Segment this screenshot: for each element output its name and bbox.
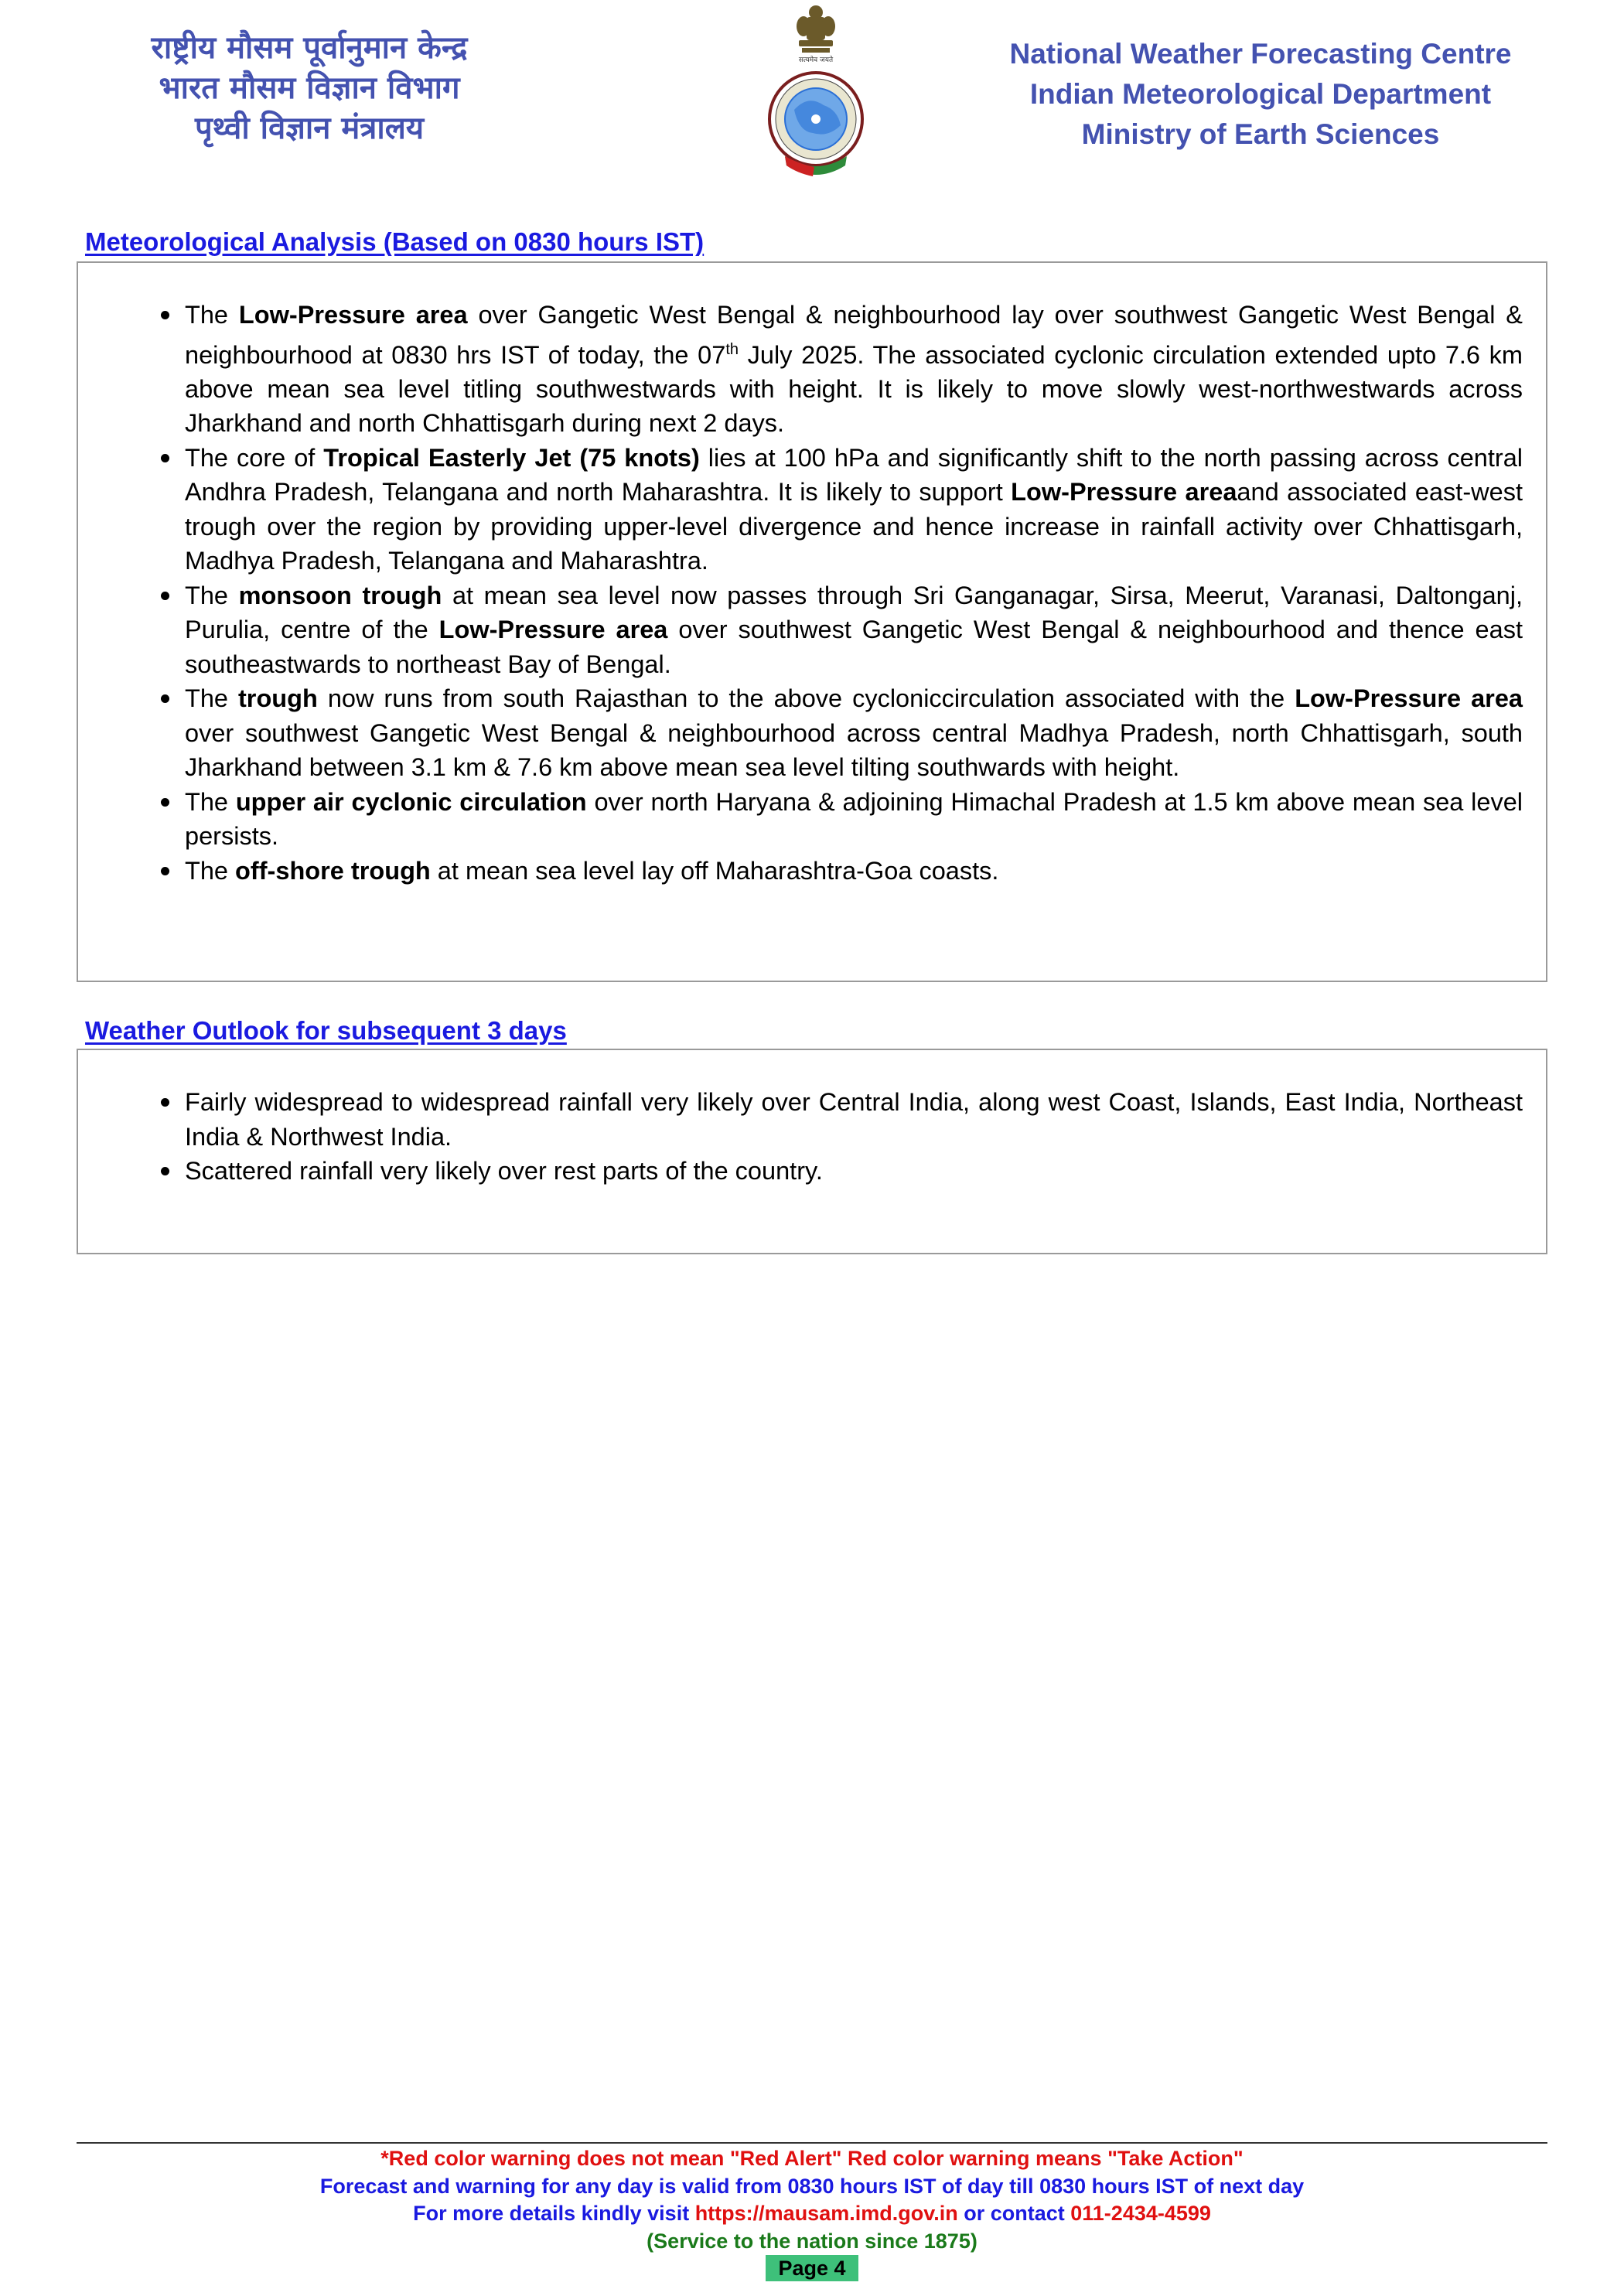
analysis-box — [77, 261, 1547, 982]
red-warning-note: *Red color warning does not mean "Red Alert" Red color warning means "Take Action" — [380, 2147, 1244, 2170]
bullet-bold-term: Low-Pressure area — [1295, 684, 1523, 713]
bullet-text: The — [185, 301, 239, 329]
bullet-text: over southwest Gangetic West Bengal & neighbourhood across central Madhya Pradesh, north Chhattisgarh, south Jharkhand between 3.1 km & 7.6 km above mean sea level tilting southwards with height. — [185, 718, 1523, 782]
bullet-bold-term: upper air cyclonic circulation — [235, 787, 587, 816]
bullet-text: over north Haryana & adjoining Himachal Pradesh at 1.5 km above mean sea level persists. — [185, 787, 1523, 851]
analysis-bullet-item — [185, 785, 1546, 854]
bullet-text: over southwest Gangetic West Bengal & neighbourhood and thence east southeastwards to northeast Bay of Bengal. — [185, 616, 1523, 678]
bullet-bold-term: monsoon trough — [238, 581, 442, 609]
footer-divider — [77, 2142, 1547, 2144]
page-header — [0, 0, 1624, 193]
bullet-text: and associated east-west trough over the region by providing upper-level divergence and hence increase in rainfall activity over Chhattisgarh, Madhya Pradesh, Telangana and Maharashtra. — [185, 478, 1523, 575]
page-number-badge: Page 4 — [766, 2255, 858, 2281]
imd-emblem-icon — [754, 2, 878, 187]
contact-line — [77, 2200, 1547, 2228]
contact-mid: or contact — [957, 2202, 1071, 2225]
validity-note: Forecast and warning for any day is valid from 0830 hours IST of day till 0830 hours IST of next day — [319, 2174, 1305, 2198]
english-line-3: Ministry of Earth Sciences — [1081, 118, 1440, 150]
bullet-text: at mean sea level now passes through Sri Ganganagar, Sirsa, Meerut, Varanasi, Daltonganj, Purulia, centre of the — [185, 581, 1523, 644]
bullet-text: July 2025. The associated cyclonic circulation extended upto 7.6 km above mean sea level titling southwestwards with height. It is likely to move slowly west-northwestwards across Jharkhand and north Chhattisgarh during next 2 days. — [185, 340, 1523, 438]
english-org-name — [982, 34, 1539, 155]
bullet-text: at mean sea level lay off Maharashtra-Goa coasts. — [430, 856, 999, 885]
bullet-text: Scattered rainfall very likely over rest parts of the country. — [185, 1157, 823, 1185]
english-line-1: National Weather Forecasting Centre — [1009, 38, 1512, 70]
bullet-text: The — [185, 581, 239, 609]
bullet-text: The core of — [185, 443, 324, 472]
analysis-bullet-item — [185, 441, 1546, 578]
bullet-superscript: th — [725, 340, 739, 358]
bullet-text: The — [185, 684, 238, 713]
bullet-text: over Gangetic West Bengal & neighbourhood lay over southwest Gangetic West Bengal & neighbourhood at 0830 hrs IST of today, the 07 — [185, 301, 1523, 369]
english-line-2: Indian Meteorological Department — [1029, 78, 1492, 110]
bullet-bold-term: Low-Pressure area — [438, 616, 668, 644]
bullet-bold-term: off-shore trough — [235, 856, 431, 885]
bullet-text: lies at 100 hPa and significantly shift to the north passing across central Andhra Pradesh, Telangana and north Maharashtra. It is likely to support — [185, 443, 1523, 507]
bullet-bold-term: Tropical Easterly Jet (75 knots) — [323, 443, 700, 472]
bullet-bold-term: trough — [237, 684, 318, 713]
hindi-line-1: राष्ट्रीय मौसम पूर्वानुमान केन्द्र — [151, 30, 468, 66]
analysis-bullet-item — [185, 298, 1546, 441]
analysis-bullet-item — [185, 854, 1546, 889]
svg-text:सत्यमेव जयते: सत्यमेव जयते — [798, 56, 834, 64]
bullet-bold-term: Low-Pressure area — [1011, 478, 1237, 507]
analysis-title: Meteorological Analysis (Based on 0830 hours IST) — [85, 227, 705, 256]
analysis-bullet-item — [185, 681, 1546, 785]
hindi-org-name — [108, 28, 510, 148]
outlook-bullet-item — [185, 1154, 1546, 1189]
outlook-bullet-list — [78, 1085, 1546, 1189]
service-note: (Service to the nation since 1875) — [647, 2229, 977, 2253]
contact-prefix: For more details kindly visit — [413, 2202, 695, 2225]
page-footer — [77, 2145, 1547, 2283]
bullet-text: The — [185, 856, 236, 885]
outlook-bullet-item — [185, 1085, 1546, 1154]
phone-number: 011-2434-4599 — [1070, 2202, 1211, 2225]
outlook-box — [77, 1049, 1547, 1254]
bullet-text: The — [185, 787, 236, 816]
bullet-text: Fairly widespread to widespread rainfall very likely over Central India, along west Coast, Islands, East India, Northeast India & Northwest India. — [185, 1088, 1523, 1151]
outlook-title: Weather Outlook for subsequent 3 days — [85, 1016, 567, 1045]
bullet-bold-term: Low-Pressure area — [238, 301, 468, 329]
website-link[interactable]: https://mausam.imd.gov.in — [694, 2202, 958, 2225]
analysis-bullet-list — [78, 298, 1546, 888]
bullet-text: now runs from south Rajasthan to the above cycloniccirculation associated with the — [317, 684, 1295, 713]
hindi-line-3: पृथ्वी विज्ञान मंत्रालय — [194, 111, 425, 146]
analysis-bullet-item — [185, 578, 1546, 682]
hindi-line-2: भारत मौसम विज्ञान विभाग — [159, 70, 460, 106]
